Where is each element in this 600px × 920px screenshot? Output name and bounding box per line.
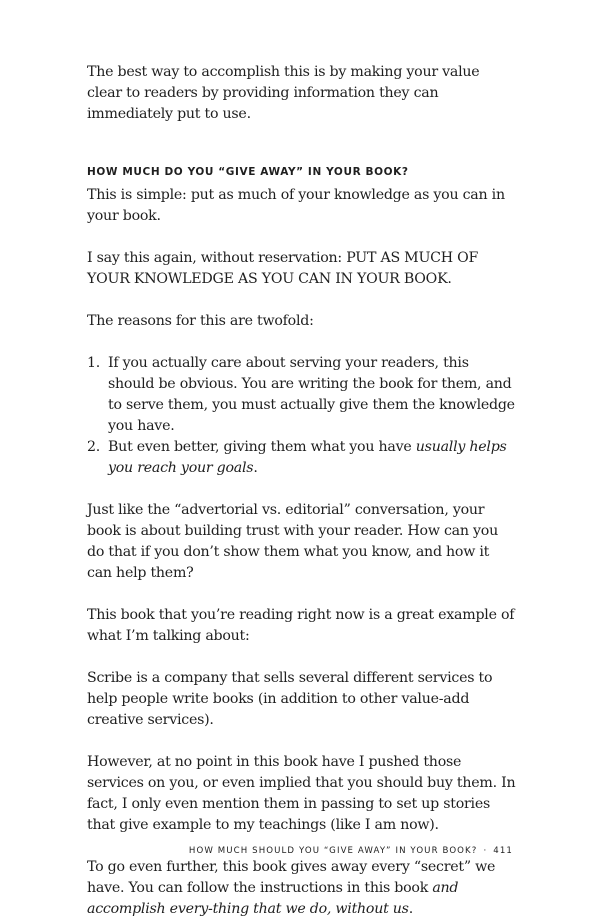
intro-paragraph: The best way to accomplish this is by making your value clear to readers by providing information they can immediately put to use. bbox=[87, 64, 480, 122]
footer-separator: · bbox=[483, 846, 488, 856]
paragraph-2: I say this again, without reservation: PUT AS MUCH OF YOUR KNOWLEDGE AS YOU CAN IN YOUR BOOK. bbox=[87, 250, 479, 287]
page-footer bbox=[189, 846, 513, 856]
list-number: 2. bbox=[87, 439, 101, 455]
list-item bbox=[87, 437, 517, 479]
paragraph-3: The reasons for this are twofold: bbox=[87, 313, 314, 329]
reasons-list bbox=[87, 353, 517, 479]
list-number: 1. bbox=[87, 355, 101, 371]
paragraph-8-emphasis: and accomplish every-thing that we do, without us bbox=[87, 880, 459, 917]
page-body bbox=[87, 62, 517, 920]
paragraph-6: Scribe is a company that sells several different services to help people write books (in addition to other value-add creative services). bbox=[87, 670, 493, 728]
paragraph-5: This book that you’re reading right now is a great example of what I’m talking about: bbox=[87, 607, 515, 644]
section-heading: HOW MUCH DO YOU “GIVE AWAY” IN YOUR BOOK? bbox=[87, 166, 409, 178]
paragraph-8 bbox=[87, 857, 517, 920]
paragraph-7: However, at no point in this book have I pushed those services on you, or even implied that you should buy them. In fact, I only even mention them in passing to set up stories that give example to my teachings (like I am now). bbox=[87, 754, 516, 833]
list-item-end: . bbox=[253, 460, 258, 476]
list-item-text: If you actually care about serving your readers, this should be obvious. You are writing the book for them, and to serve them, you must actually give them the knowledge you have. bbox=[108, 355, 515, 434]
list-item-text: But even better, giving them what you have bbox=[108, 439, 416, 455]
paragraph-1: This is simple: put as much of your knowledge as you can in your book. bbox=[87, 187, 505, 224]
paragraph-4: Just like the “advertorial vs. editorial” conversation, your book is about building trust with your reader. How can you do that if you don’t show them what you know, and how it can help them? bbox=[87, 502, 498, 581]
paragraph-8-text: To go even further, this book gives away every “secret” we have. You can follow the instructions in this book bbox=[87, 859, 496, 896]
running-head: HOW MUCH SHOULD YOU “GIVE AWAY” IN YOUR BOOK? bbox=[188, 846, 478, 856]
page-number: 411 bbox=[493, 846, 513, 856]
list-item-emphasis: usually helps you reach your goals bbox=[108, 439, 507, 476]
list-item bbox=[87, 353, 517, 437]
paragraph-8-end: . bbox=[408, 901, 413, 917]
